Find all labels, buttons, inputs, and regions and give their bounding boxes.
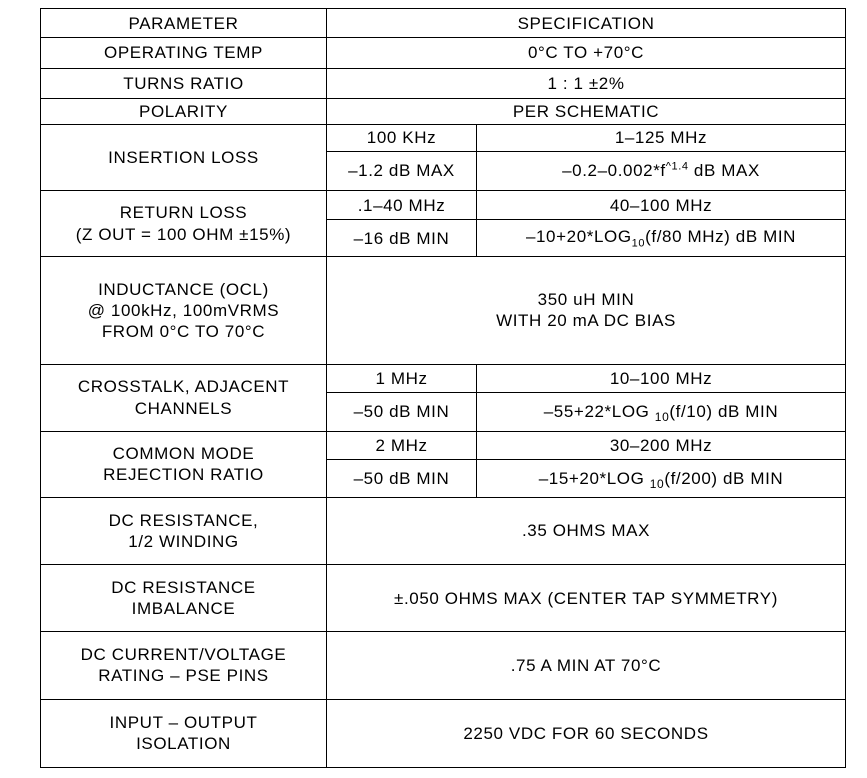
insertion-loss-exponent: ^1.4 [665,160,689,173]
table-row [41,632,846,699]
return-loss-log-base: 10 [631,237,646,250]
turns-ratio-spec: 1 : 1 ±2% [327,68,846,98]
crosstalk-param-line2: CHANNELS [134,398,233,418]
table-row [41,125,846,152]
inductance-param-line1: INDUCTANCE (OCL) [98,279,269,299]
insertion-loss-freq-high: 1–125 MHz [477,125,846,152]
inductance-spec-line1: 350 uH MIN [537,290,635,310]
crosstalk-param [41,364,327,431]
header-parameter: PARAMETER [41,9,327,38]
table-row [41,699,846,767]
table-row [41,98,846,124]
turns-ratio-param: TURNS RATIO [41,68,327,98]
inductance-spec-line2: WITH 20 mA DC BIAS [496,311,676,331]
polarity-spec: PER SCHEMATIC [327,98,846,124]
polarity-param: POLARITY [41,98,327,124]
isolation-spec: 2250 VDC FOR 60 SECONDS [327,699,846,767]
dc-current-param-line2: RATING – PSE PINS [98,666,269,686]
return-loss-param-line2: (Z OUT = 100 OHM ±15%) [75,224,292,244]
dc-resistance-param-line2: 1/2 WINDING [128,532,239,552]
return-loss-param-line1: RETURN LOSS [119,203,248,223]
dc-resistance-param-line1: DC RESISTANCE, [108,510,259,530]
operating-temp-param: OPERATING TEMP [41,38,327,68]
dc-imbalance-param [41,565,327,632]
return-loss-formula: –10+20*LOG [525,226,632,246]
inductance-spec [327,257,846,364]
return-loss-value-low: –16 dB MIN [327,220,477,257]
cmrr-param [41,431,327,497]
table-row [41,68,846,98]
header-specification: SPECIFICATION [327,9,846,38]
return-loss-formula-tail: (f/80 MHz) dB MIN [645,226,797,246]
crosstalk-freq-low: 1 MHz [327,364,477,392]
crosstalk-log-base: 10 [654,410,670,425]
insertion-loss-freq-low: 100 KHz [327,125,477,152]
return-loss-freq-high: 40–100 MHz [477,191,846,220]
isolation-param-line2: ISOLATION [136,734,231,754]
insertion-loss-unit: dB MAX [688,161,760,181]
inductance-param-line3: FROM 0°C TO 70°C [101,322,266,342]
table-row [41,565,846,632]
table-row [41,191,846,220]
isolation-param [41,699,327,767]
cmrr-formula-tail: (f/200) dB MIN [664,468,784,488]
table-row [41,364,846,392]
dc-imbalance-param-line1: DC RESISTANCE [111,578,256,598]
crosstalk-value-low: –50 dB MIN [327,392,477,431]
crosstalk-param-line1: CROSSTALK, ADJACENT [77,377,290,397]
crosstalk-formula: –55+22*LOG [543,402,655,422]
cmrr-param-line1: COMMON MODE [112,444,255,464]
return-loss-value-high [477,220,846,257]
crosstalk-formula-tail: (f/10) dB MIN [669,402,779,422]
crosstalk-freq-high: 10–100 MHz [477,364,846,392]
inductance-param [41,257,327,364]
return-loss-param [41,191,327,257]
return-loss-freq-low: .1–40 MHz [327,191,477,220]
table-row [41,38,846,68]
inductance-param-line2: @ 100kHz, 100mVRMS [87,300,280,320]
operating-temp-spec: 0°C TO +70°C [327,38,846,68]
dc-imbalance-spec: ±.050 OHMS MAX (CENTER TAP SYMMETRY) [327,565,846,632]
cmrr-formula: –15+20*LOG [538,468,650,488]
insertion-loss-formula: –0.2–0.002*f [562,161,666,181]
cmrr-value-high [477,460,846,498]
cmrr-freq-low: 2 MHz [327,431,477,459]
crosstalk-value-high [477,392,846,431]
table-header-row [41,9,846,38]
isolation-param-line1: INPUT – OUTPUT [109,713,258,733]
dc-current-param [41,632,327,699]
cmrr-freq-high: 30–200 MHz [477,431,846,459]
dc-resistance-spec: .35 OHMS MAX [327,497,846,564]
dc-current-spec: .75 A MIN AT 70°C [327,632,846,699]
specification-table [40,8,846,768]
dc-current-param-line1: DC CURRENT/VOLTAGE [80,645,287,665]
insertion-loss-param: INSERTION LOSS [41,125,327,191]
insertion-loss-value-high [477,152,846,191]
table-row [41,431,846,459]
cmrr-param-line2: REJECTION RATIO [103,465,264,485]
dc-resistance-param [41,497,327,564]
table-row [41,497,846,564]
insertion-loss-value-low: –1.2 dB MAX [327,152,477,191]
cmrr-log-base: 10 [649,476,665,491]
dc-imbalance-param-line2: IMBALANCE [131,599,236,619]
table-row [41,257,846,364]
cmrr-value-low: –50 dB MIN [327,460,477,498]
